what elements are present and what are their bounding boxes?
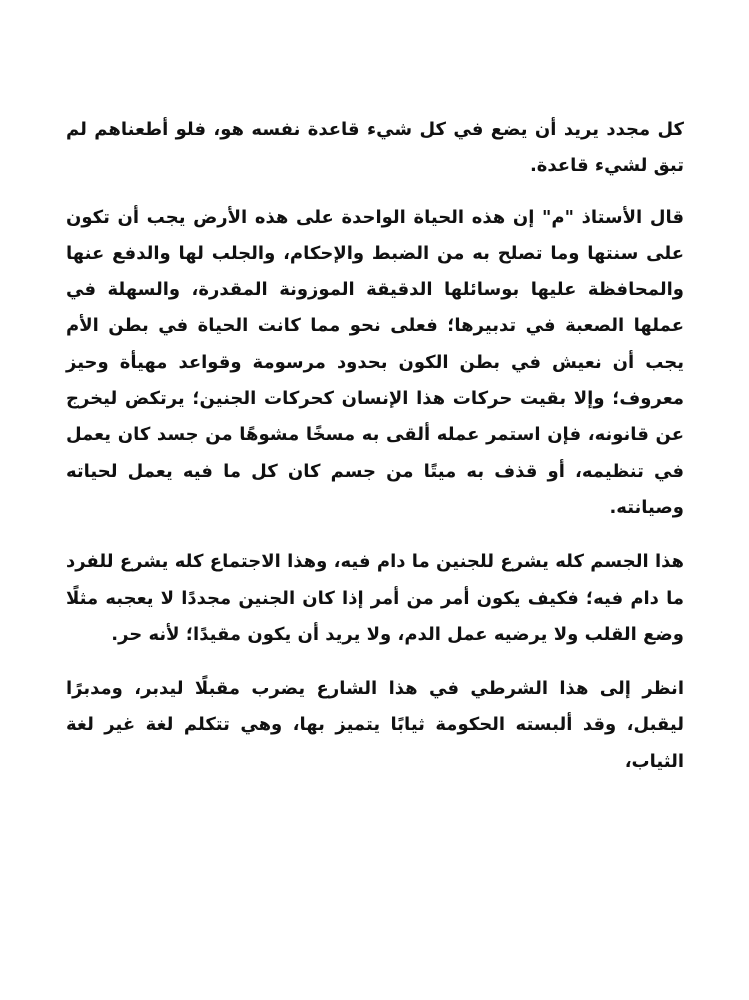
paragraph: انظر إلى هذا الشرطي في هذا الشارع يضرب مقبلًا ليدبر، ومدبرًا ليقبل، وقد ألبسته الحكومة ثيابًا يتميز بها، وهي تتكلم لغة غير لغة الثياب، [66,678,684,772]
paragraph: كل مجدد يريد أن يضع في كل شيء قاعدة نفسه هو، فلو أطعناهم لم تبق لشيء قاعدة. [66,119,684,177]
paragraph: هذا الجسم كله يشرع للجنين ما دام فيه، وهذا الاجتماع كله يشرع للفرد ما دام فيه؛ فكيف يكون أمر من أمر إذا كان الجنين مجددًا لا يعجبه مثلًا وضع القلب ولا يرضيه عمل الدم، ولا يريد أن يكون مقيدًا؛ لأنه حر. [66,551,684,645]
paragraph: قال الأستاذ "م" إن هذه الحياة الواحدة على هذه الأرض يجب أن تكون على سنتها وما تصلح به من الضبط والإحكام، والجلب لها والدفع عنها والمحافظة عليها بوسائلها الدقيقة الموزونة المقدرة، والسهلة في عملها الصعبة في تدبيرها؛ فعلى نحو مما كانت الحياة في بطن الأم يجب أن نعيش في بطن الكون بحدود مرسومة وقواعد مهيأة وحيز معروف؛ وإلا بقيت حركات هذا الإنسان كحركات الجنين؛ يرتكض ليخرج عن قانونه، فإن استمر عمله ألقى به مسخًا مشوهًا من جسد كان يعمل في تنظيمه، أو قذف به ميتًا من جسم كان كل ما فيه يعمل لحياته وصيانته. [66,206,684,518]
document-page [66,112,684,780]
